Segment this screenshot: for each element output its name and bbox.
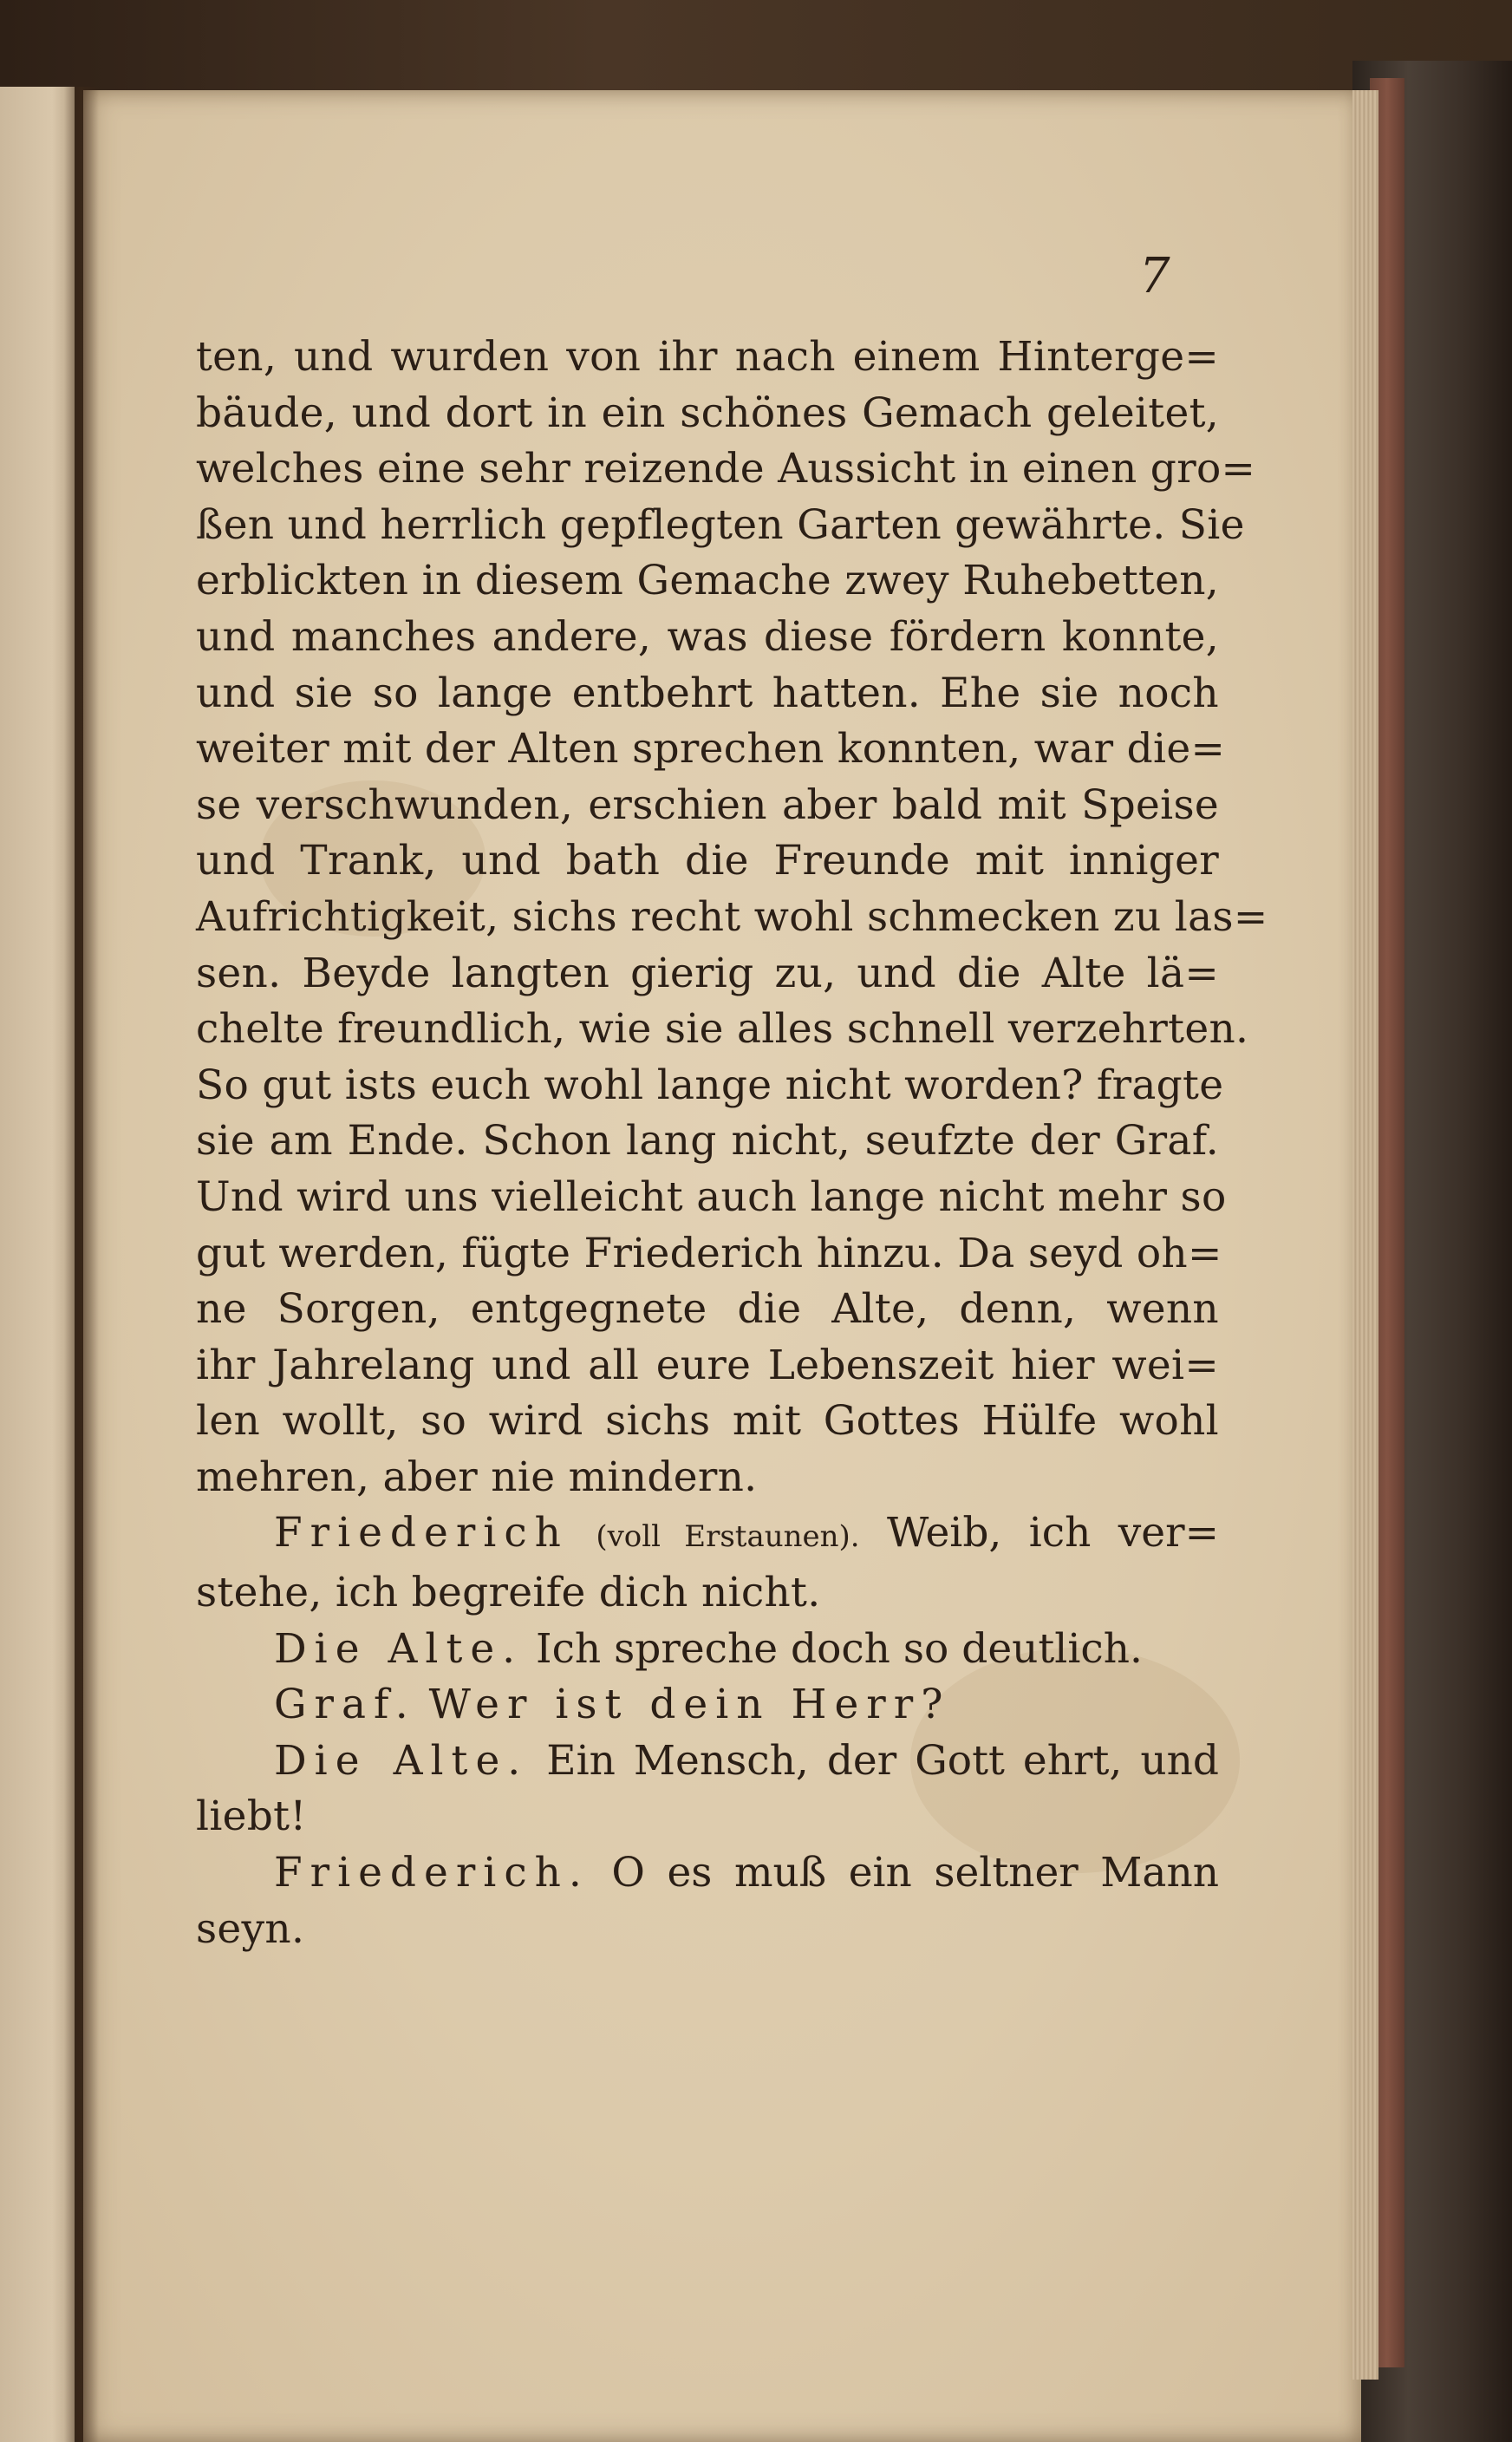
text-line: gut werden, fügte Friederich hinzu. Da seyd oh=	[196, 1229, 1222, 1277]
speaker-name: Die Alte.	[274, 1736, 529, 1785]
speaker-name: Graf.	[274, 1681, 416, 1729]
dialogue-text: Ich spreche doch so deutlich.	[536, 1624, 1143, 1673]
text-line: mehren, aber nie mindern.	[196, 1453, 758, 1501]
dialogue-line	[196, 1677, 1219, 1734]
text-line: bäude, und dort in ein schönes Gemach geleitet,	[196, 388, 1219, 437]
text-line: sen. Beyde langten gierig zu, und die Alte lä=	[196, 949, 1219, 997]
text-line: chelte freundlich, wie sie alles schnell verzehrten.	[196, 1005, 1249, 1054]
gutter-shadow	[64, 87, 99, 2442]
dialogue-text: O es muß ein seltner Mann	[611, 1849, 1219, 1897]
text-block	[196, 330, 1268, 1957]
text-line: ihr Jahrelang und all eure Lebenszeit hier wei=	[196, 1341, 1219, 1389]
text-line: len wollt, so wird sichs mit Gottes Hülfe wohl	[196, 1397, 1219, 1446]
dialogue-line	[196, 1734, 1219, 1790]
text-line: ten, und wurden von ihr nach einem Hinterge=	[196, 333, 1219, 381]
speaker-name: Die Alte.	[274, 1624, 524, 1673]
text-line: und Trank, und bath die Freunde mit inniger	[196, 837, 1219, 885]
dialogue-line	[196, 1622, 1219, 1678]
speaker-name: Friederich	[274, 1509, 569, 1557]
text-line: und sie so lange entbehrt hatten. Ehe sie noch	[196, 669, 1219, 717]
page-edges	[1352, 90, 1378, 2380]
text-line: Aufrichtigkeit, sichs recht wohl schmecken zu las=	[196, 892, 1268, 941]
text-line: sie am Ende. Schon lang nicht, seufzte der Graf.	[196, 1117, 1219, 1166]
text-line: ßen und herrlich gepflegten Garten gewährte. Sie	[196, 500, 1245, 549]
dialogue-continuation: seyn.	[196, 1904, 305, 1953]
stage-direction: (voll Erstaunen).	[596, 1519, 860, 1555]
dialogue-text: Weib, ich ver=	[887, 1509, 1219, 1557]
text-line: se verschwunden, erschien aber bald mit Speise	[196, 780, 1219, 829]
text-line: ne Sorgen, entgegnete die Alte, denn, wenn	[196, 1285, 1219, 1334]
dialogue-line	[196, 1845, 1219, 1902]
dialogue-line	[196, 1505, 1219, 1565]
text-line: und manches andere, was diese fördern konnte,	[196, 612, 1219, 661]
dialogue-text: Ein Mensch, der Gott ehrt, und	[546, 1736, 1219, 1785]
text-line: erblickten in diesem Gemache zwey Ruhebetten,	[196, 557, 1219, 605]
dialogue-text: Wer ist dein Herr?	[428, 1681, 951, 1729]
text-line: Und wird uns vielleicht auch lange nicht mehr so	[196, 1172, 1227, 1221]
page-number: 7	[1139, 248, 1170, 304]
text-line: So gut ists euch wohl lange nicht worden? fragte	[196, 1061, 1224, 1109]
text-line: welches eine sehr reizende Aussicht in einen gro=	[196, 445, 1256, 493]
text-line: weiter mit der Alten sprechen konnten, war die=	[196, 725, 1226, 774]
dialogue-continuation: liebt!	[196, 1792, 307, 1841]
speaker-name: Friederich.	[274, 1849, 590, 1897]
dialogue-continuation: stehe, ich begreife dich nicht.	[196, 1569, 821, 1617]
